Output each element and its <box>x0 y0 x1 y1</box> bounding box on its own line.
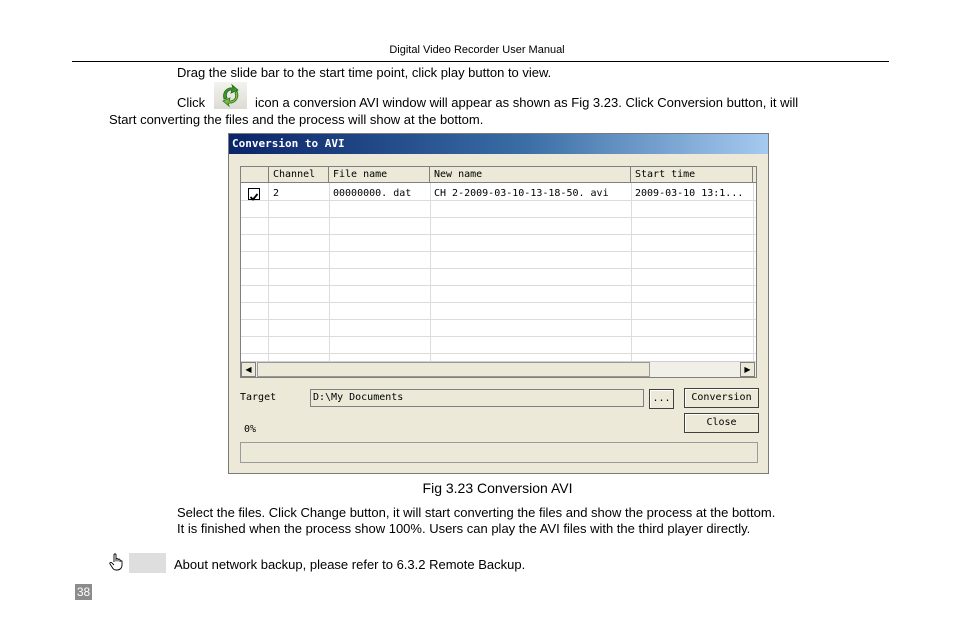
scroll-right-icon[interactable]: ▶ <box>740 362 755 377</box>
horizontal-scrollbar[interactable] <box>241 361 756 378</box>
column-header-start-time[interactable]: Start time <box>631 167 753 183</box>
conversion-window <box>228 133 769 474</box>
close-button[interactable]: Close <box>684 413 759 433</box>
instruction-start-converting: Start converting the files and the process will show at the bottom. <box>109 112 484 127</box>
cell-channel: 2 <box>273 188 280 199</box>
grid-line <box>241 336 756 337</box>
scroll-thumb[interactable] <box>257 362 650 377</box>
manual-header: Digital Video Recorder User Manual <box>389 44 565 56</box>
page-number: 38 <box>76 585 91 599</box>
grid-line <box>430 183 431 378</box>
note-highlight-box <box>129 553 166 573</box>
grid-line <box>241 353 756 354</box>
note-network-backup: About network backup, please refer to 6.3.2 Remote Backup. <box>174 557 526 572</box>
browse-button[interactable]: ... <box>649 389 674 409</box>
window-title: Conversion to AVI <box>232 137 345 150</box>
conversion-icon <box>214 82 247 109</box>
column-header-file-name[interactable]: File name <box>329 167 430 183</box>
checkmark-icon <box>249 192 259 202</box>
instruction-click-rest: icon a conversion AVI window will appear as shown as Fig 3.23. Click Conversion button, it will <box>255 95 799 110</box>
hand-pointer-icon <box>108 552 126 572</box>
grid-line <box>268 183 269 378</box>
instruction-drag: Drag the slide bar to the start time point, click play button to view. <box>177 65 552 80</box>
progress-percent: 0% <box>244 424 257 435</box>
figure-caption: Fig 3.23 Conversion AVI <box>422 480 573 496</box>
grid-line <box>241 285 756 286</box>
grid-line <box>241 268 756 269</box>
grid-line <box>329 183 330 378</box>
instruction-click-word: Click <box>177 95 206 110</box>
scroll-left-icon[interactable]: ◀ <box>241 362 256 377</box>
grid-line <box>631 183 632 378</box>
column-header-check[interactable] <box>241 167 269 183</box>
progress-bar <box>240 442 758 463</box>
conversion-button[interactable]: Conversion <box>684 388 759 408</box>
column-header-filler <box>753 167 757 183</box>
grid-line <box>241 319 756 320</box>
window-titlebar[interactable] <box>229 134 768 154</box>
grid-line <box>241 302 756 303</box>
row-checkbox[interactable] <box>248 188 260 200</box>
cell-new-name: CH 2-2009-03-10-13-18-50. avi <box>434 188 609 199</box>
grid-line <box>241 200 756 201</box>
instruction-finished: It is finished when the process show 100%. Users can play the AVI files with the third player directly. <box>177 521 751 536</box>
file-list[interactable] <box>240 166 757 378</box>
column-header-new-name[interactable]: New name <box>430 167 631 183</box>
grid-line <box>241 234 756 235</box>
cell-start-time: 2009-03-10 13:1... <box>635 188 744 199</box>
header-rule <box>72 61 889 62</box>
cell-file-name: 00000000. dat <box>333 188 412 199</box>
grid-line <box>241 217 756 218</box>
target-path-field[interactable]: D:\My Documents <box>310 389 644 407</box>
column-header-channel[interactable]: Channel <box>269 167 329 183</box>
instruction-select-files: Select the files. Click Change button, it will start converting the files and show the process at the bottom. <box>177 505 776 520</box>
target-label: Target <box>240 392 277 403</box>
grid-line <box>241 251 756 252</box>
grid-line <box>753 183 754 378</box>
